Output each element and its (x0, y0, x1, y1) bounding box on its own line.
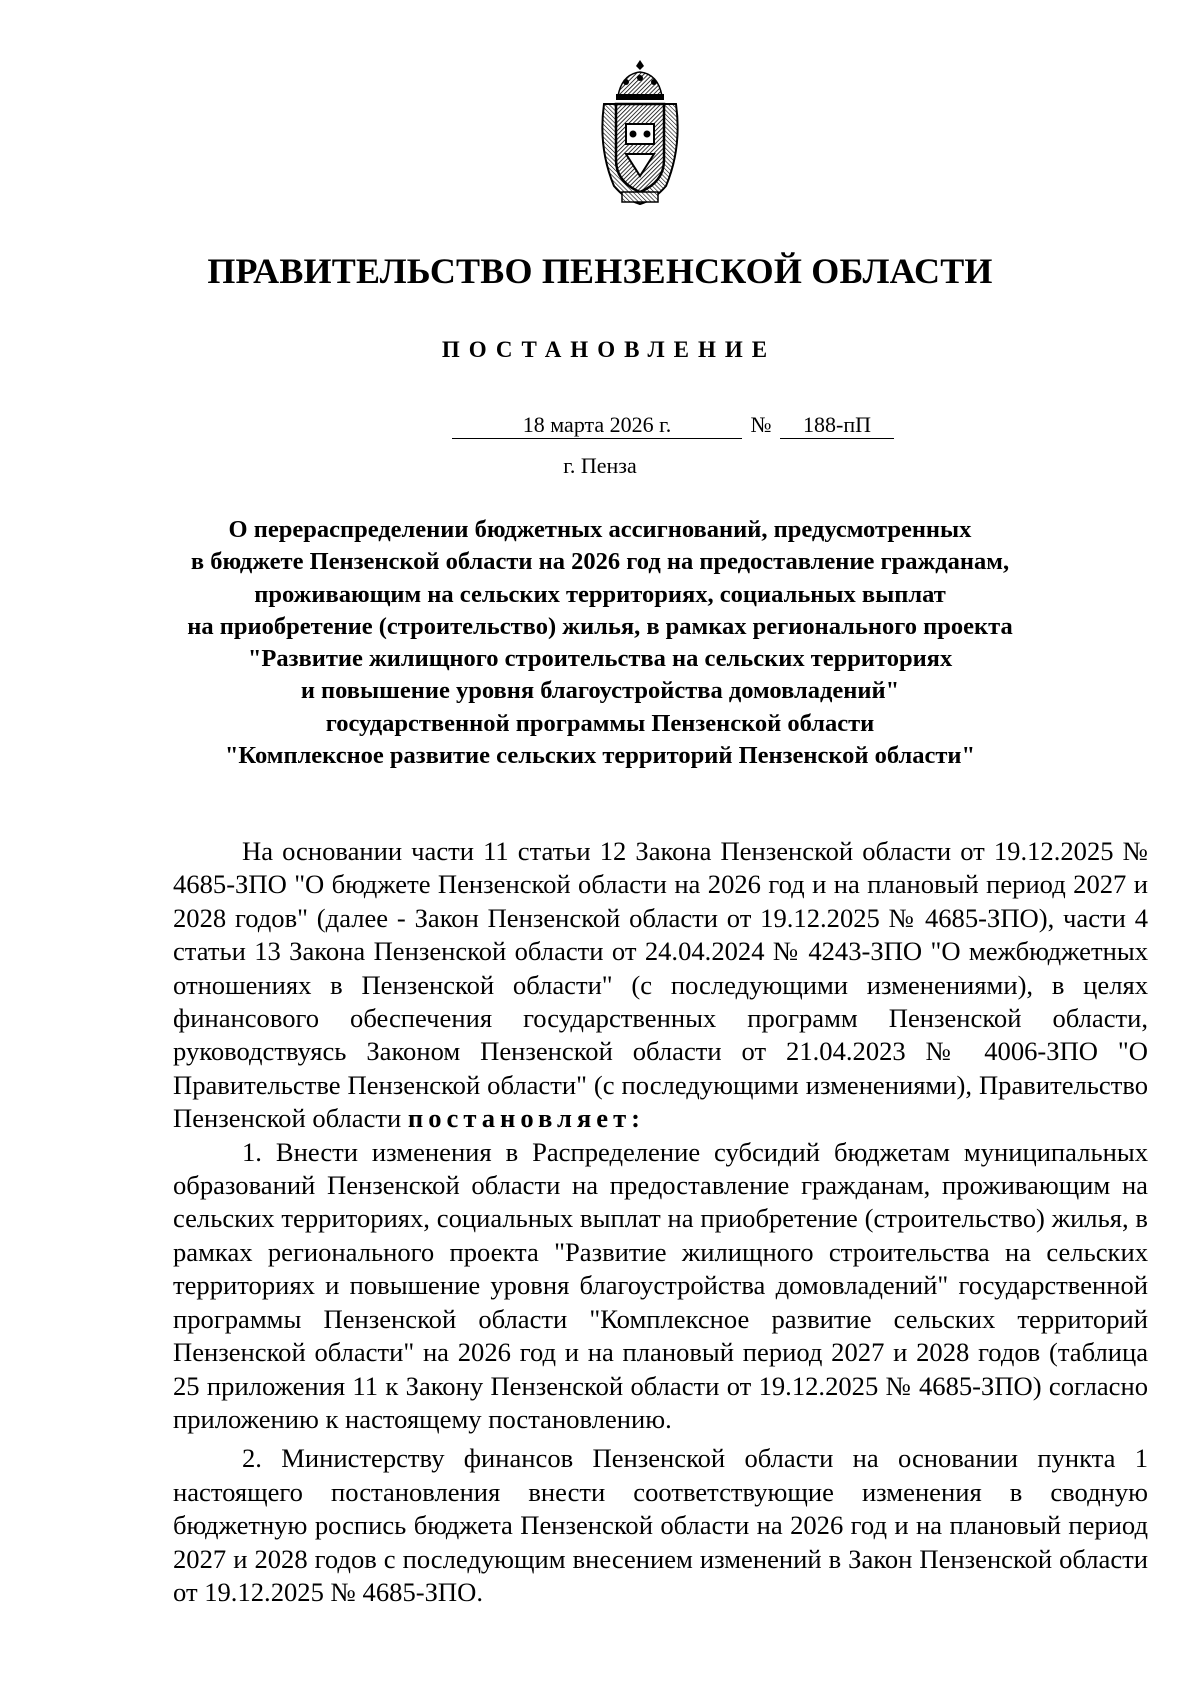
document-subject (150, 514, 1050, 772)
subject-line: и повышение уровня благоустройства домовладений" (300, 677, 900, 705)
coat-of-arms-emblem (596, 58, 684, 208)
decree-word: постановляет: (407, 1103, 645, 1134)
subject-line: на приобретение (строительство) жилья, в рамках регионального проекта (187, 612, 1013, 640)
subject-line: государственной программы Пензенской области (325, 709, 875, 737)
document-number: 188-пП (780, 412, 894, 439)
subject-line: "Развитие жилищного строительства на сельских территориях (247, 645, 953, 673)
preamble-text: На основании части 11 статьи 12 Закона Пензенской области от 19.12.2025 № 4685-ЗПО "О бюджете Пензенской области на 2026 год и на плановый период 2027 и 2028 годов" (далее - Закон Пензенской области от 19.12.2025 № 4685-ЗПО), части 4 статьи 13 Закона Пензенской области от 24.04.2024 № 4243-ЗПО "О межбюджетных отношениях в Пензенской области" (с последующими изменениями), в целях финансового обеспечения государственных программ Пензенской области, руководствуясь Законом Пензенской области от 21.04.2023 № 4006-ЗПО "О Правительстве Пензенской области" (с последующими изменениями), Правительство Пензенской области (173, 836, 1148, 1134)
body-item: 1. Внести изменения в Распределение субсидий бюджетам муниципальных образований Пензенской области на предоставление гражданам, проживающим на сельских территориях, социальных выплат на приобретение (строительство) жилья, в рамках регионального проекта "Развитие жилищного строительства на сельских территориях и повышение уровня благоустройства домовладений" государственной программы Пензенской области "Комплексное развитие сельских территорий Пензенской области" на 2026 год и на плановый период 2027 и 2028 годов (таблица 25 приложения 11 к Закону Пензенской области от 19.12.2025 № 4685-ЗПО) согласно приложению к настоящему постановлению. (173, 1136, 1148, 1434)
subject-line: в бюджете Пензенской области на 2026 год на предоставление гражданам, (190, 548, 1010, 576)
subject-line: О перераспределении бюджетных ассигнований, предусмотренных (228, 516, 972, 543)
subject-line: проживающим на сельских территориях, социальных выплат (254, 580, 946, 608)
body-item: 2. Министерству финансов Пензенской области на основании пункта 1 настоящего постановления внести соответствующие изменения в сводную бюджетную роспись бюджета Пензенской области на 2026 год и на плановый период 2027 и 2028 годов с последующим внесением изменений в Закон Пензенской области от 19.12.2025 № 4685-ЗПО. (173, 1443, 1148, 1607)
preamble-paragraph (173, 835, 1148, 1136)
document-date: 18 марта 2026 г. (452, 412, 742, 439)
government-title: ПРАВИТЕЛЬСТВО ПЕНЗЕНСКОЙ ОБЛАСТИ (207, 251, 993, 291)
document-type: ПОСТАНОВЛЕНИЕ (441, 337, 777, 362)
document-city: г. Пенза (563, 453, 637, 478)
number-sign: № (750, 412, 772, 437)
subject-line: "Комплексное развитие сельских территорий Пензенской области" (224, 742, 976, 770)
document-body (173, 835, 1148, 1609)
